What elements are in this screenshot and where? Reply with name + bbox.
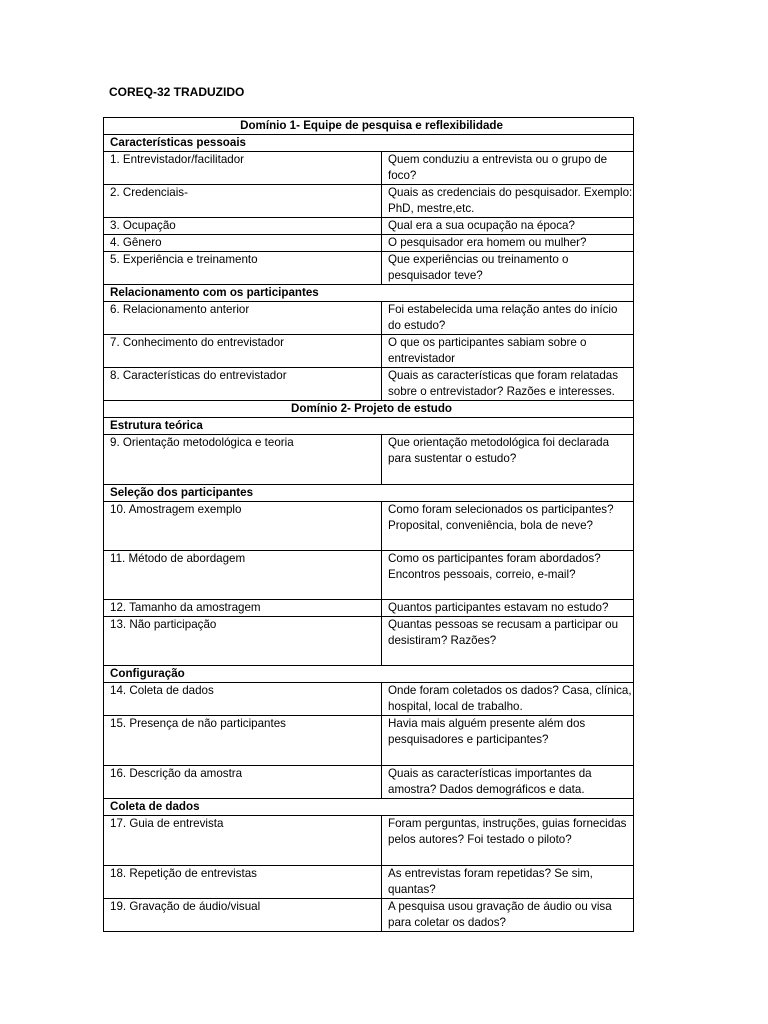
table-row	[104, 235, 634, 252]
table-row	[104, 816, 634, 866]
table-row	[104, 302, 634, 335]
item-label: 19. Gravação de áudio/visual	[104, 899, 382, 932]
table-row	[104, 185, 634, 218]
item-label: 14. Coleta de dados	[104, 683, 382, 716]
table-row	[104, 335, 634, 368]
item-question: O que os participantes sabiam sobre o entrevistador	[382, 335, 634, 368]
table-body	[104, 118, 634, 932]
section-title: Relacionamento com os participantes	[104, 285, 634, 302]
section-header-row	[104, 485, 634, 502]
table-row	[104, 152, 634, 185]
section-header-row	[104, 666, 634, 683]
item-label: 18. Repetição de entrevistas	[104, 866, 382, 899]
section-header-row	[104, 799, 634, 816]
section-header-row	[104, 418, 634, 435]
item-label: 2. Credenciais-	[104, 185, 382, 218]
item-question: Onde foram coletados os dados? Casa, clínica, hospital, local de trabalho.	[382, 683, 634, 716]
table-row	[104, 368, 634, 401]
item-label: 10. Amostragem exemplo	[104, 502, 382, 551]
domain-title: Domínio 1- Equipe de pesquisa e reflexibilidade	[104, 118, 634, 135]
coreq-checklist-table	[103, 117, 634, 932]
table-row	[104, 252, 634, 285]
item-question: Quantas pessoas se recusam a participar ou desistiram? Razões?	[382, 617, 634, 666]
table-row	[104, 716, 634, 766]
item-question: Quais as credenciais do pesquisador. Exemplo: PhD, mestre,etc.	[382, 185, 634, 218]
item-question: As entrevistas foram repetidas? Se sim, quantas?	[382, 866, 634, 899]
table-row	[104, 218, 634, 235]
table-row	[104, 766, 634, 799]
item-label: 1. Entrevistador/facilitador	[104, 152, 382, 185]
item-question: Como foram selecionados os participantes? Proposital, conveniência, bola de neve?	[382, 502, 634, 551]
item-label: 9. Orientação metodológica e teoria	[104, 435, 382, 485]
item-question: Que experiências ou treinamento o pesquisador teve?	[382, 252, 634, 285]
section-header-row	[104, 285, 634, 302]
section-header-row	[104, 135, 634, 152]
section-title: Coleta de dados	[104, 799, 634, 816]
item-label: 13. Não participação	[104, 617, 382, 666]
item-label: 17. Guia de entrevista	[104, 816, 382, 866]
item-question: Qual era a sua ocupação na época?	[382, 218, 634, 235]
table-row	[104, 899, 634, 932]
table-row	[104, 683, 634, 716]
table-row	[104, 866, 634, 899]
item-question: Que orientação metodológica foi declarada para sustentar o estudo?	[382, 435, 634, 485]
section-title: Características pessoais	[104, 135, 634, 152]
item-question: Quais as características importantes da amostra? Dados demográficos e data.	[382, 766, 634, 799]
table-row	[104, 435, 634, 485]
item-question: Quais as características que foram relatadas sobre o entrevistador? Razões e interesses.	[382, 368, 634, 401]
item-label: 8. Características do entrevistador	[104, 368, 382, 401]
item-question: Foram perguntas, instruções, guias fornecidas pelos autores? Foi testado o piloto?	[382, 816, 634, 866]
item-question: A pesquisa usou gravação de áudio ou visa para coletar os dados?	[382, 899, 634, 932]
section-title: Estrutura teórica	[104, 418, 634, 435]
item-question: O pesquisador era homem ou mulher?	[382, 235, 634, 252]
domain-title: Domínio 2- Projeto de estudo	[104, 401, 634, 418]
item-label: 3. Ocupação	[104, 218, 382, 235]
item-label: 7. Conhecimento do entrevistador	[104, 335, 382, 368]
section-title: Configuração	[104, 666, 634, 683]
table-row	[104, 617, 634, 666]
item-question: Como os participantes foram abordados? Encontros pessoais, correio, e-mail?	[382, 551, 634, 600]
domain-header-row	[104, 401, 634, 418]
item-question: Quantos participantes estavam no estudo?	[382, 600, 634, 617]
domain-header-row	[104, 118, 634, 135]
table-row	[104, 502, 634, 551]
item-label: 5. Experiência e treinamento	[104, 252, 382, 285]
item-question: Havia mais alguém presente além dos pesquisadores e participantes?	[382, 716, 634, 766]
item-question: Foi estabelecida uma relação antes do início do estudo?	[382, 302, 634, 335]
item-label: 16. Descrição da amostra	[104, 766, 382, 799]
item-label: 4. Gênero	[104, 235, 382, 252]
document-title: COREQ-32 TRADUZIDO	[109, 85, 245, 99]
item-question: Quem conduziu a entrevista ou o grupo de foco?	[382, 152, 634, 185]
table-row	[104, 551, 634, 600]
item-label: 11. Método de abordagem	[104, 551, 382, 600]
item-label: 12. Tamanho da amostragem	[104, 600, 382, 617]
item-label: 15. Presença de não participantes	[104, 716, 382, 766]
table-row	[104, 600, 634, 617]
section-title: Seleção dos participantes	[104, 485, 634, 502]
item-label: 6. Relacionamento anterior	[104, 302, 382, 335]
